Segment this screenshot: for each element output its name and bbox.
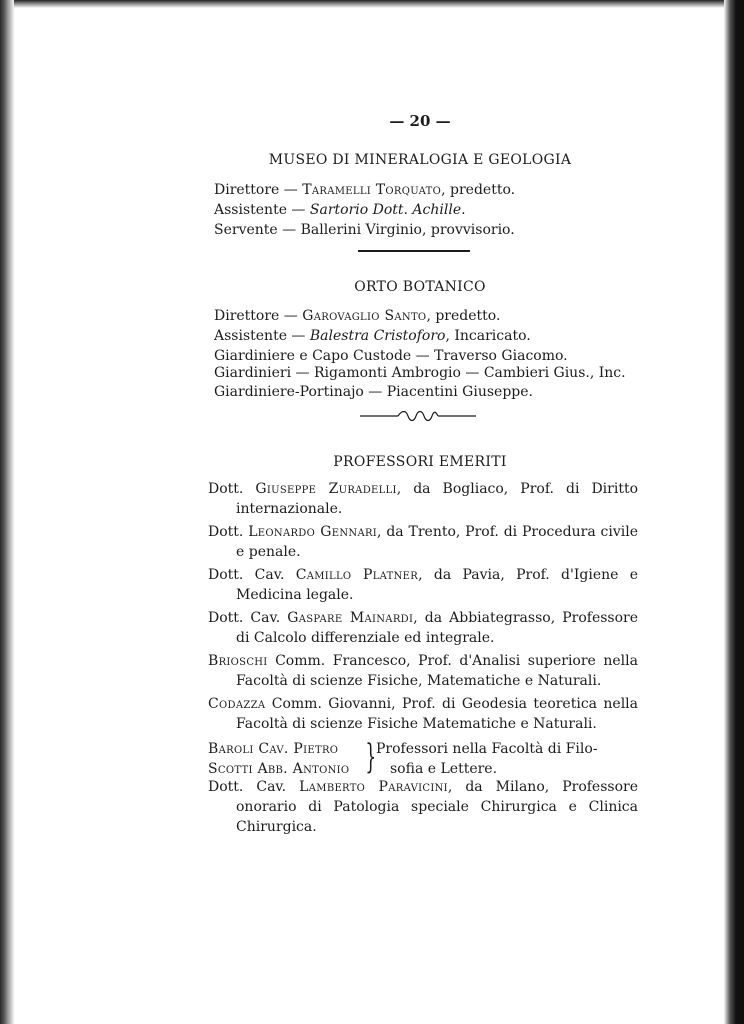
entry-text: , da Bogliaco, Prof. di Diritto internazionale. <box>236 481 638 517</box>
role-label: Servente — <box>214 222 301 238</box>
brace-names <box>208 739 349 779</box>
list-item <box>208 694 638 734</box>
person-name: Leonardo Gennari <box>248 524 378 540</box>
list-item <box>208 608 638 648</box>
section-divider-rule <box>358 250 470 252</box>
role-label: Direttore — <box>214 182 303 198</box>
entry-prefix: Dott. Cav. <box>208 567 296 583</box>
person-name: Brioschi <box>208 653 268 669</box>
brace-description <box>376 739 597 779</box>
page-number: — 20 — <box>389 112 451 130</box>
entry-prefix: Dott. Cav. <box>208 779 300 795</box>
person-name: Rigamonti Ambrogio — Cambieri Gius. <box>314 365 590 381</box>
brace-text-line: sofia e Lettere. <box>390 761 498 777</box>
orto-line-portinajo <box>214 382 533 402</box>
person-name: Gaspare Mainardi <box>287 610 414 626</box>
person-name: Taramelli Torquato <box>302 182 442 198</box>
role-label: Giardinieri — <box>214 365 314 381</box>
entry-prefix: Dott. <box>208 481 256 497</box>
section-title-emeriti: PROFESSORI EMERITI <box>333 454 507 470</box>
person-name: Sartorio Dott. Achille <box>309 202 462 218</box>
brace-text-line: Professori nella Facoltà di Filo- <box>376 741 598 757</box>
person-name: Piacentini Giuseppe <box>386 384 529 400</box>
person-name: Balestra Cristoforo <box>309 328 446 344</box>
person-name: Baroli Cav. Pietro <box>208 741 339 757</box>
role-label: Giardiniere e Capo Custode — <box>214 348 435 364</box>
line-suffix: , Incaricato. <box>445 328 531 344</box>
entry-text: , da Milano, Professore onorario di Patologia speciale Chirurgica e Clinica Chirurgica. <box>236 779 638 835</box>
museo-line-assistente <box>214 200 466 220</box>
brace-group-entry <box>208 739 648 779</box>
person-name: Ballerini Virginio <box>300 222 422 238</box>
section-title-museo: MUSEO DI MINERALOGIA E GEOLOGIA <box>268 152 572 168</box>
entry-prefix: Dott. <box>208 524 249 540</box>
line-suffix: . <box>461 202 466 218</box>
line-suffix: . <box>528 384 533 400</box>
entry-text: , da Pavia, Prof. d'Igiene e Medicina legale. <box>236 567 638 603</box>
entry-text: Comm. Giovanni, Prof. di Geodesia teoretica nella Facoltà di scienze Fisiche Matematiche e Naturali. <box>236 696 638 732</box>
role-label: Giardiniere-Portinajo — <box>214 384 387 400</box>
list-item <box>208 565 638 605</box>
list-item <box>208 479 638 519</box>
role-label: Direttore — <box>214 308 303 324</box>
section-title-orto: ORTO BOTANICO <box>354 279 486 295</box>
ornament-divider <box>358 408 478 424</box>
entry-text: , da Trento, Prof. di Procedura civile e penale. <box>236 524 638 560</box>
entry-text: Comm. Francesco, Prof. d'Analisi superiore nella Facoltà di scienze Fisiche, Matematiche e Naturali. <box>236 653 638 689</box>
museo-line-direttore <box>214 180 515 200</box>
person-name: Lamberto Paravicini <box>299 779 448 795</box>
emeriti-list-continued <box>208 777 638 840</box>
museo-line-servente <box>214 220 515 240</box>
line-suffix: , provvisorio. <box>421 222 515 238</box>
entry-prefix: Dott. Cav. <box>208 610 288 626</box>
list-item <box>208 651 638 691</box>
list-item <box>208 777 638 837</box>
person-name: Giuseppe Zuradelli <box>255 481 397 497</box>
orto-line-direttore <box>214 306 500 326</box>
curly-brace-icon: } <box>365 737 377 777</box>
emeriti-list <box>208 479 638 737</box>
person-name: Codazza <box>208 696 266 712</box>
orto-line-giardinieri <box>214 363 626 383</box>
line-suffix: , predetto. <box>441 182 516 198</box>
person-name: Garovaglio Santo <box>302 308 427 324</box>
line-suffix: , predetto. <box>426 308 501 324</box>
person-name: Camillo Platner <box>295 567 419 583</box>
person-name: Scotti Abb. Antonio <box>208 761 350 777</box>
role-label: Assistente — <box>214 328 310 344</box>
entry-text: , da Abbiategrasso, Professore di Calcolo differenziale ed integrale. <box>236 610 639 646</box>
person-name: Traverso Giacomo <box>434 348 564 364</box>
orto-line-assistente <box>214 326 531 346</box>
list-item <box>208 522 638 562</box>
line-suffix: , Inc. <box>589 365 626 381</box>
line-suffix: . <box>563 348 568 364</box>
role-label: Assistente — <box>214 202 310 218</box>
